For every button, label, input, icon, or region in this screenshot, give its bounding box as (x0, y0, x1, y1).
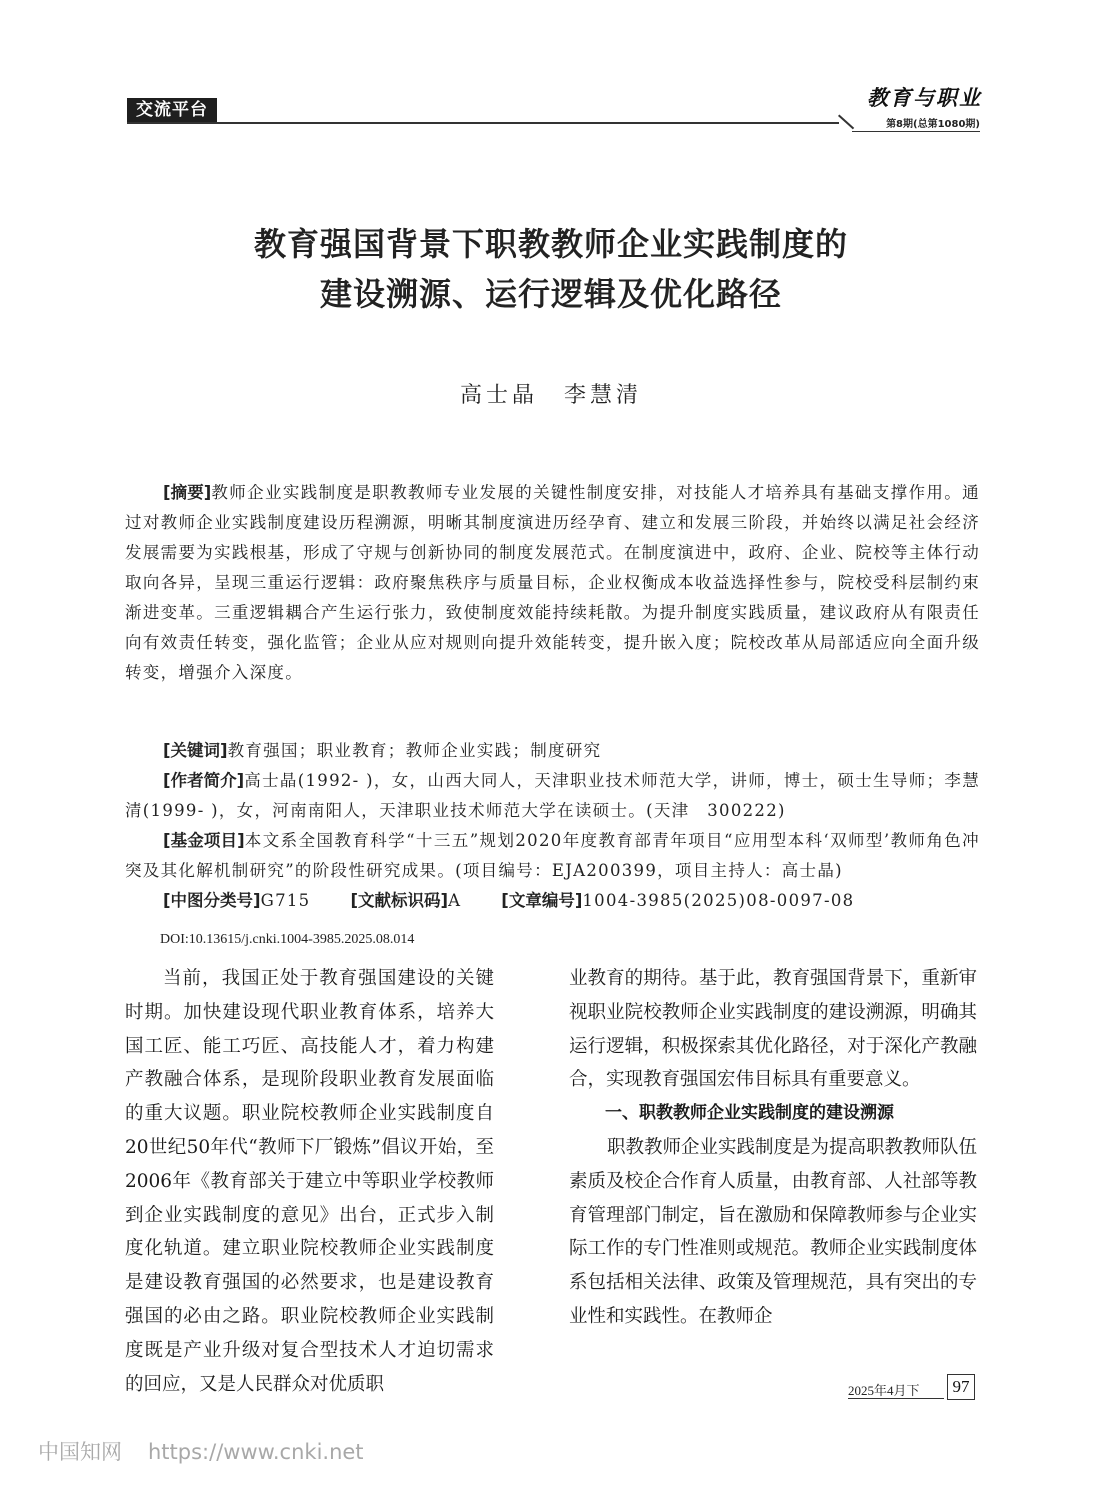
body-paragraph: 当前，我国正处于教育强国建设的关键时期。加快建设现代职业教育体系，培养大国工匠、能工巧匠、高技能人才，着力构建产教融合体系，是现阶段职业教育发展面临的重大议题。职业院校教师企业实践制度自20世纪50年代“教师下厂锻炼”倡议开始，至2006年《教育部关于建立中等职业学校教师到企业实践制度的意见》出台，正式步入制度化轨道。建立职业院校教师企业实践制度是建设教育强国的必然要求，也是建设教育强国的必由之路。职业院校教师企业实践制度既是产业升级对复合型技术人才迫切需求的回应，又是人民群众对优质职 (125, 968, 494, 1395)
body-column-left (125, 962, 494, 1401)
doc-code-value: A (448, 891, 462, 910)
classification-row (125, 886, 980, 916)
article-number-label: [文章编号] (501, 891, 583, 910)
header-rule-right (852, 131, 980, 132)
abstract (125, 478, 980, 688)
doi: DOI:10.13615/j.cnki.1004-3985.2025.08.014 (160, 932, 415, 947)
watermark-url: https://www.cnki.net (148, 1440, 364, 1464)
clc-label: [中图分类号] (163, 891, 261, 910)
article-number-value: 1004-3985(2025)08-0097-08 (582, 891, 855, 910)
article-title-line-1: 教育强国背景下职教教师企业实践制度的 (253, 225, 848, 263)
author-bio-label: [作者简介] (163, 771, 245, 790)
authors: 高士晶 李慧清 (459, 383, 642, 408)
footer-date: 2025年4月下 (848, 1383, 920, 1398)
footer-rule (848, 1398, 944, 1399)
watermark-site-name: 中国知网 (38, 1440, 122, 1464)
clc-value: G715 (260, 891, 311, 910)
keywords-text: 教育强国；职业教育；教师企业实践；制度研究 (227, 741, 602, 760)
article-title-line-2: 建设溯源、运行逻辑及优化路径 (319, 275, 782, 313)
article-title (0, 219, 1102, 319)
author-bio (125, 766, 980, 826)
section-tag: 交流平台 (127, 98, 217, 122)
keywords (125, 736, 980, 766)
fund-text: 本文系全国教育科学“十三五”规划2020年度教育部青年项目“应用型本科‘双师型’教师角色冲突及其化解机制研究”的阶段性研究成果。(项目编号：EJA200399，项目主持人：高士晶) (125, 831, 980, 880)
page-number: 97 (947, 1374, 975, 1400)
abstract-text: 教师企业实践制度是职教教师专业发展的关键性制度安排，对技能人才培养具有基础支撑作用。通过对教师企业实践制度建设历程溯源，明晰其制度演进历经孕育、建立和发展三阶段，并始终以满足社会经济发展需要为实践根基，形成了守规与创新协同的制度发展范式。在制度演进中，政府、企业、院校等主体行动取向各异，呈现三重运行逻辑：政府聚焦秩序与质量目标，企业权衡成本收益选择性参与，院校受科层制约束渐进变革。三重逻辑耦合产生运行张力，致使制度效能持续耗散。为提升制度实践质量，建议政府从有限责任向有效责任转变，强化监管；企业从应对规则向提升效能转变，提升嵌入度；院校改革从局部适应向全面升级转变，增强介入深度。 (125, 483, 980, 682)
doc-code-label: [文献标识码] (350, 891, 449, 910)
watermark (38, 1436, 364, 1466)
body-paragraph: 业教育的期待。基于此，教育强国背景下，重新审视职业院校教师企业实践制度的建设溯源，明确其运行逻辑，积极探索其优化路径，对于深化产教融合，实现教育强国宏伟目标具有重要意义。 (569, 968, 977, 1091)
section-heading: 一、职教教师企业实践制度的建设溯源 (605, 1103, 894, 1124)
issue-info: 第8期(总第1080期) (886, 119, 980, 130)
fund-label: [基金项目] (163, 831, 245, 850)
keywords-label: [关键词] (163, 741, 228, 760)
fund-info (125, 826, 980, 886)
abstract-label: [摘要] (163, 483, 212, 502)
journal-name: 教育与职业 (867, 85, 982, 110)
metadata-block (125, 736, 980, 916)
body-column-right (569, 962, 977, 1334)
body-paragraph: 职教教师企业实践制度是为提高职教教师队伍素质及校企合作育人质量，由教育部、人社部等教育管理部门制定，旨在激励和保障教师参与企业实际工作的专门性准则或规范。教师企业实践制度体系包括相关法律、政策及管理规范，具有突出的专业性和实践性。在教师企 (569, 1136, 978, 1327)
author-bio-text: 高士晶(1992- )，女，山西大同人，天津职业技术师范大学，讲师，博士，硕士生导师；李慧清(1999- )，女，河南南阳人，天津职业技术师范大学在读硕士。(天津 300222) (125, 771, 980, 820)
header-rule-left (127, 122, 839, 124)
